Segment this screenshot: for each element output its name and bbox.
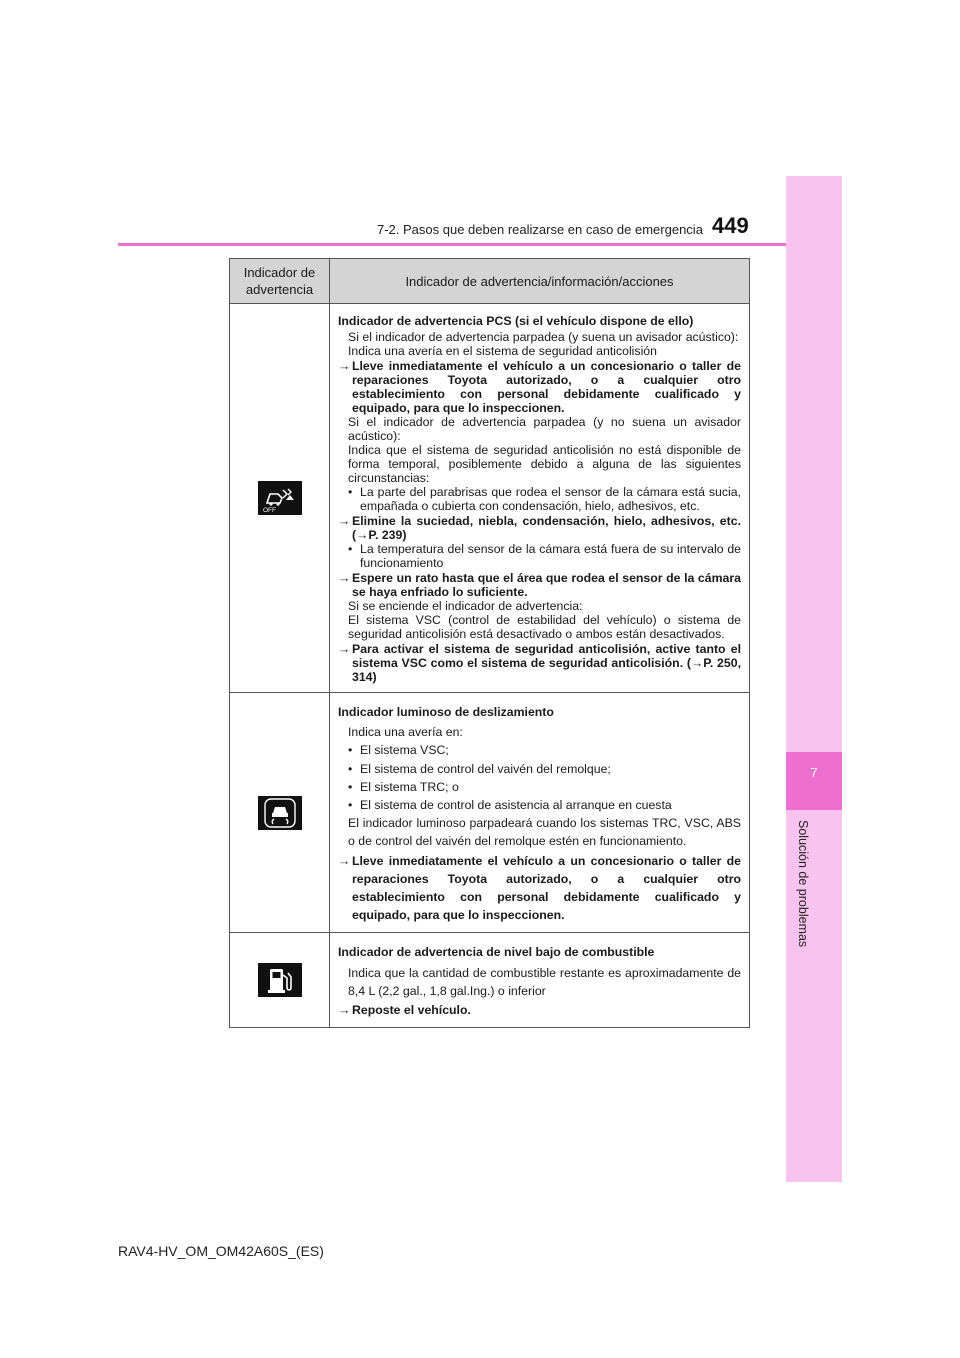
action-text: Para activar el sistema de seguridad anticolisión, active tanto el sistema VSC como el sistema de seguridad anticolisión. (→P. 250, 314) [352, 642, 741, 684]
paragraph: Indica que el sistema de seguridad anticolisión no está disponible de forma temporal, posiblemente debido a alguna de las siguientes circunstancias: [348, 443, 741, 485]
section-title: 7-2. Pasos que deben realizarse en caso de emergencia [377, 222, 703, 237]
arrow-icon: → [338, 642, 351, 656]
arrow-icon: → [338, 853, 351, 868]
warning-indicator-table [229, 258, 750, 1028]
document-code: RAV4-HV_OM_OM42A60S_(ES) [118, 1243, 324, 1259]
action-text: Espere un rato hasta que el área que rodea el sensor de la cámara se haya enfriado lo suficiente. [352, 571, 741, 599]
arrow-icon: → [338, 571, 351, 585]
action-item [338, 514, 741, 542]
bullet-item [348, 542, 741, 570]
paragraph: Indica una avería en el sistema de seguridad anticolisión [348, 344, 657, 358]
chapter-title: Solución de problemas [796, 820, 810, 948]
bullet-text: El sistema VSC; [360, 743, 449, 758]
arrow-icon: → [338, 514, 351, 528]
bullet-icon: • [348, 761, 353, 776]
action-item [338, 852, 741, 925]
action-text: Elimine la suciedad, niebla, condensación, hielo, adhesivos, etc. (→P. 239) [352, 514, 741, 542]
bullet-icon: • [348, 779, 353, 794]
info-cell [330, 933, 750, 1028]
pcs-off-label: OFF [262, 507, 276, 514]
bullet-text: El sistema TRC; o [360, 779, 459, 794]
arrow-icon: → [338, 1003, 351, 1018]
chapter-number: 7 [810, 765, 818, 780]
col-header-indicator: Indicador de advertencia [230, 259, 330, 304]
paragraph: Si se enciende el indicador de advertencia: [348, 599, 583, 613]
chapter-number-block [786, 752, 842, 810]
fuel-pump-icon [258, 963, 302, 997]
bullet-item [348, 485, 741, 513]
info-cell [330, 693, 750, 933]
action-item [338, 1001, 741, 1019]
header-divider [118, 243, 786, 246]
bullet-item [348, 741, 741, 759]
bullet-text: El sistema de control del vaivén del remolque; [360, 761, 611, 776]
paragraph: Si el indicador de advertencia parpadea (y no suena un avisador acústico): [348, 415, 741, 443]
chapter-side-tab [786, 176, 842, 1182]
table-header-row [230, 259, 750, 304]
action-text: Lleve inmediatamente el vehículo a un concesionario o taller de reparaciones Toyota autorizado, o a cualquier otro establecimiento con personal debidamente cualificado y equipado, para que lo inspeccionen. [352, 359, 741, 415]
arrow-icon: → [338, 359, 351, 373]
action-text: Lleve inmediatamente el vehículo a un concesionario o taller de reparaciones Toyota autorizado, o a cualquier otro establecimiento con personal debidamente cualificado y equipado, para que lo inspeccionen. [352, 853, 741, 923]
icon-cell [230, 933, 330, 1028]
paragraph: El sistema VSC (control de estabilidad del vehículo) o sistema de seguridad anticolisión está desactivado o ambos están desactivados. [348, 613, 741, 641]
action-item [338, 359, 741, 415]
table-row [230, 693, 750, 933]
info-cell [330, 304, 750, 693]
bullet-text: La parte del parabrisas que rodea el sensor de la cámara está sucia, empañada o cubierta con condensación, hielo, adhesivos, etc. [360, 485, 741, 513]
bullet-item [348, 796, 741, 814]
icon-cell [230, 693, 330, 933]
action-item [338, 642, 741, 684]
bullet-icon: • [348, 743, 353, 758]
action-item [338, 571, 741, 599]
action-text: Reposte el vehículo. [352, 1003, 471, 1018]
paragraph: Indica una avería en: [348, 725, 463, 740]
indicator-title: Indicador de advertencia PCS (si el vehículo dispone de ello) [338, 314, 694, 328]
bullet-item [348, 760, 741, 778]
bullet-text: El sistema de control de asistencia al arranque en cuesta [360, 798, 672, 813]
pcs-off-icon [258, 481, 302, 515]
bullet-icon: • [348, 542, 353, 556]
table-row [230, 933, 750, 1028]
col-header-info: Indicador de advertencia/información/acciones [330, 259, 750, 304]
bullet-icon: • [348, 485, 353, 499]
paragraph: El indicador luminoso parpadeará cuando los sistemas TRC, VSC, ABS o de control del vaivén del remolque estén en funcionamiento. [348, 816, 741, 849]
bullet-icon: • [348, 798, 353, 813]
paragraph: Si el indicador de advertencia parpadea (y suena un avisador acústico): [348, 330, 739, 344]
paragraph: Indica que la cantidad de combustible restante es aproximadamente de 8,4 L (2,2 gal., 1,8 gal.Ing.) o inferior [348, 965, 741, 998]
bullet-item [348, 778, 741, 796]
indicator-title: Indicador luminoso de deslizamiento [338, 705, 554, 719]
slip-indicator-icon [258, 796, 302, 830]
table-row [230, 304, 750, 693]
icon-cell [230, 304, 330, 693]
bullet-text: La temperatura del sensor de la cámara está fuera de su intervalo de funcionamiento [360, 542, 741, 570]
page-number: 449 [712, 213, 749, 238]
indicator-title: Indicador de advertencia de nivel bajo de combustible [338, 945, 655, 960]
